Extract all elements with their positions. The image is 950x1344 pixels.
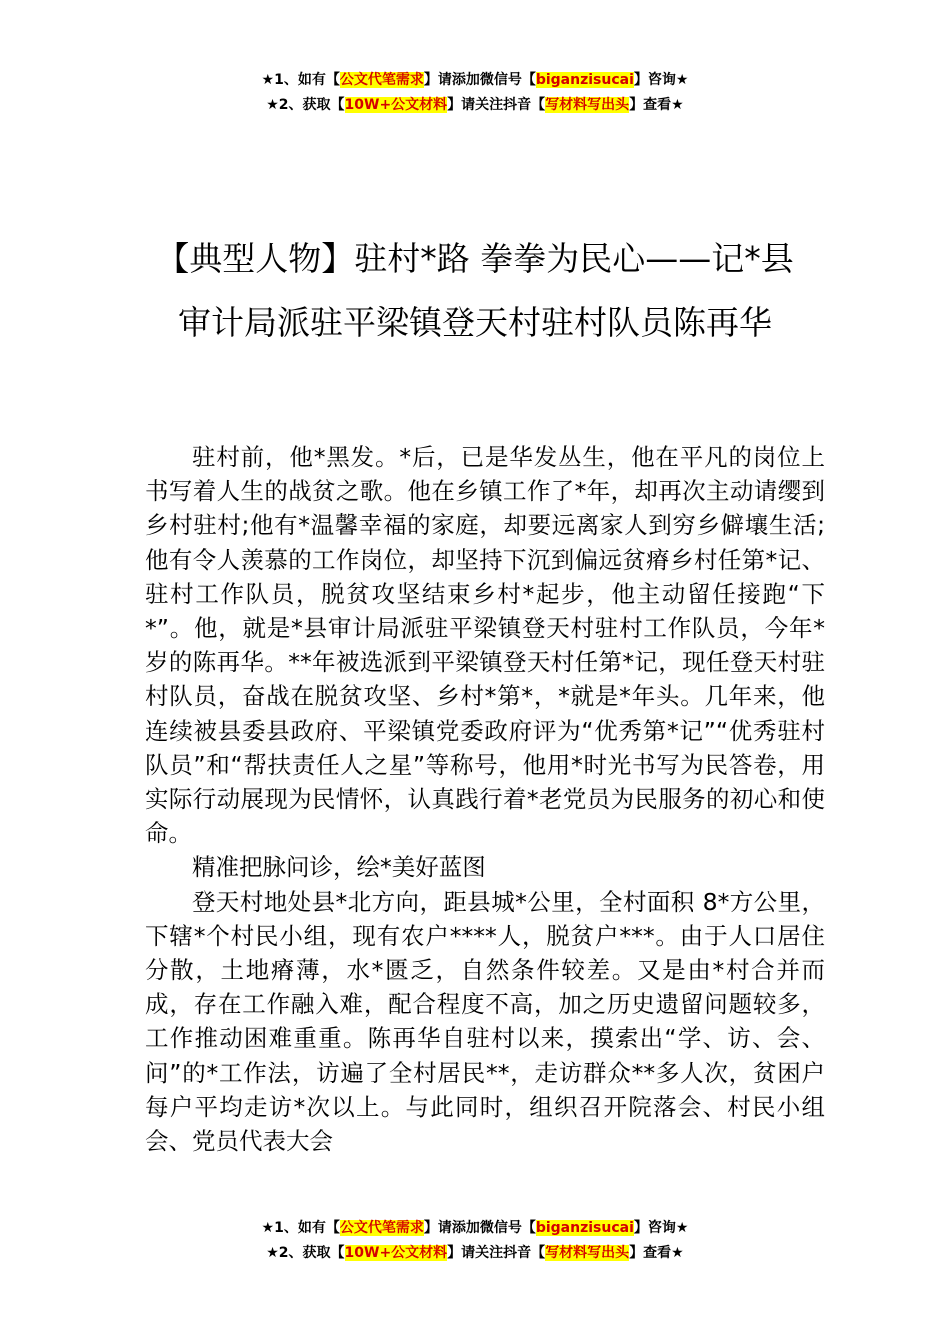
banner-highlight: 公文代笔需求 [339, 72, 424, 88]
banner-text: 】查看★ [629, 1245, 684, 1261]
banner-highlight: 10W+公文材料 [344, 97, 448, 113]
banner-text: 】请关注抖音【 [447, 97, 546, 113]
document-body [145, 440, 825, 1158]
banner-text: 】咨询★ [633, 72, 689, 88]
banner-text: ★2、获取【 [266, 1245, 345, 1261]
banner-line-1 [0, 68, 950, 93]
banner-highlight: biganzisucai [535, 72, 634, 88]
document-title: 【典型人物】驻村*路 拳拳为民心——记*县审计局派驻平梁镇登天村驻村队员陈再华 [156, 239, 794, 343]
footer-banner [0, 1216, 950, 1266]
banner-text: ★1、如有【 [261, 72, 340, 88]
banner-line-2 [0, 1241, 950, 1266]
banner-text: 】咨询★ [633, 1220, 689, 1236]
banner-text: 】请关注抖音【 [447, 1245, 546, 1261]
banner-text: ★2、获取【 [266, 97, 345, 113]
paragraph: 驻村前，他*黑发。*后，已是华发丛生，他在平凡的岗位上书写着人生的战贫之歌。他在乡镇工作了*年，却再次主动请缨到乡村驻村;他有*温馨幸福的家庭，却要远离家人到穷乡僻壤生活;他有令人羡慕的工作岗位，却坚持下沉到偏远贫瘠乡村任第*记、驻村工作队员，脱贫攻坚结束乡村*起步，他主动留任接跑“下*”。他，就是*县审计局派驻平梁镇登天村驻村工作队员，今年*岁的陈再华。**年被选派到平梁镇登天村任第*记，现任登天村驻村队员，奋战在脱贫攻坚、乡村*第*，*就是*年头。几年来，他连续被县委县政府、平梁镇党委政府评为“优秀第*记”“优秀驻村队员”和“帮扶责任人之星”等称号，他用*时光书写为民答卷，用实际行动展现为民情怀，认真践行着*老党员为民服务的初心和使命。 [145, 443, 825, 848]
banner-highlight: 10W+公文材料 [344, 1245, 448, 1261]
banner-highlight: 写材料写出头 [545, 1245, 630, 1261]
banner-highlight: biganzisucai [535, 1220, 634, 1236]
section-heading: 精准把脉问诊，绘*美好蓝图 [192, 853, 486, 882]
banner-text: 】请添加微信号【 [423, 1220, 536, 1236]
banner-highlight: 公文代笔需求 [339, 1220, 424, 1236]
banner-line-1 [0, 1216, 950, 1241]
banner-text: 】请添加微信号【 [423, 72, 536, 88]
banner-highlight: 写材料写出头 [545, 97, 630, 113]
banner-text: ★1、如有【 [261, 1220, 340, 1236]
banner-text: 】查看★ [629, 97, 684, 113]
banner-line-2 [0, 93, 950, 118]
header-banner [0, 68, 950, 118]
paragraph: 登天村地处县*北方向，距县城*公里，全村面积 8*方公里，下辖*个村民小组，现有农户****人，脱贫户***。由于人口居住分散，土地瘠薄，水*匮乏，自然条件较差。又是由*村合并而成，存在工作融入难，配合程度不高，加之历史遗留问题较多，工作推动困难重重。陈再华自驻村以来，摸索出“学、访、会、问”的*工作法，访遍了全村居民**，走访群众**多人次，贫困户每户平均走访*次以上。与此同时，组织召开院落会、村民小组会、党员代表大会 [145, 887, 825, 1156]
